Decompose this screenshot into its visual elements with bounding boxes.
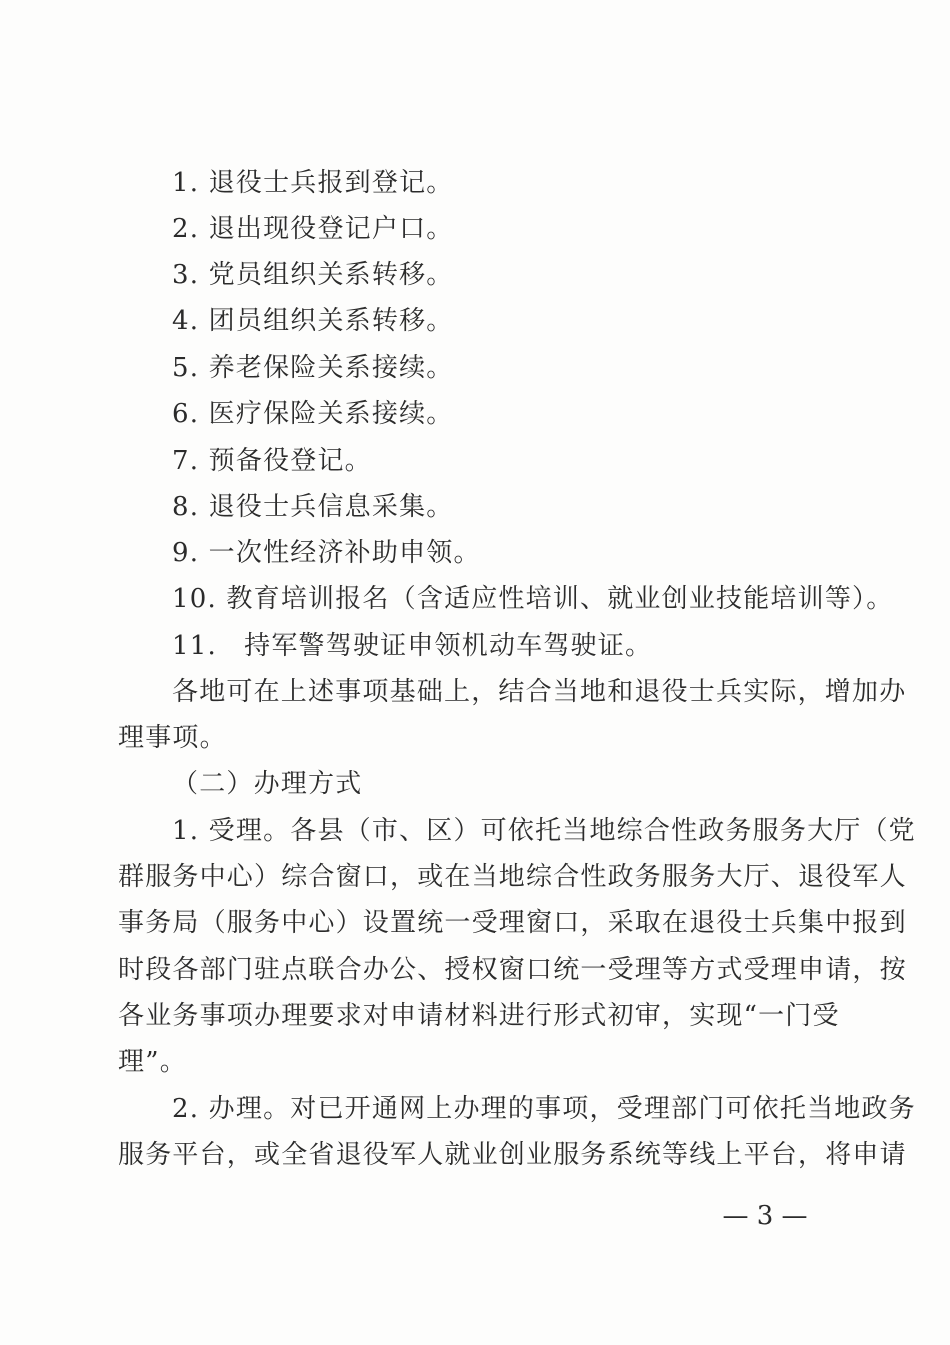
- section-heading: （二）办理方式: [172, 769, 363, 799]
- item-11: 11. 持军警驾驶证申领机动车驾驶证。: [172, 631, 653, 661]
- item-2: 2. 退出现役登记户口。: [172, 214, 454, 244]
- item-1: 1. 退役士兵报到登记。: [172, 168, 454, 198]
- page-number: — 3 —: [722, 1201, 808, 1231]
- item-3: 3. 党员组织关系转移。: [172, 260, 454, 290]
- item-7: 7. 预备役登记。: [172, 446, 372, 476]
- item-9: 9. 一次性经济补助申领。: [172, 538, 481, 568]
- item-6: 6. 医疗保险关系接续。: [172, 399, 454, 429]
- item-5: 5. 养老保险关系接续。: [172, 353, 454, 383]
- paragraph-line: 1. 受理。各县（市、区）可依托当地综合性政务服务大厅（党: [172, 816, 916, 846]
- paragraph-line: 各地可在上述事项基础上，结合当地和退役士兵实际，增加办: [172, 677, 907, 707]
- item-4: 4. 团员组织关系转移。: [172, 306, 454, 336]
- paragraph-line: 2. 办理。对已开通网上办理的事项，受理部门可依托当地政务: [172, 1094, 916, 1124]
- paragraph-line: 各业务事项办理要求对申请材料进行形式初审，实现“一门受: [118, 1001, 840, 1031]
- item-8: 8. 退役士兵信息采集。: [172, 492, 454, 522]
- paragraph-line: 理事项。: [118, 723, 227, 753]
- paragraph-line: 时段各部门驻点联合办公、授权窗口统一受理等方式受理申请，按: [118, 955, 907, 985]
- item-10: 10. 教育培训报名（含适应性培训、就业创业技能培训等）。: [172, 584, 894, 614]
- paragraph-line: 理”。: [118, 1047, 187, 1077]
- paragraph-line: 服务平台，或全省退役军人就业创业服务系统等线上平台，将申请: [118, 1140, 907, 1170]
- paragraph-line: 事务局（服务中心）设置统一受理窗口，采取在退役士兵集中报到: [118, 908, 907, 938]
- paragraph-line: 群服务中心）综合窗口，或在当地综合性政务服务大厅、退役军人: [118, 862, 907, 892]
